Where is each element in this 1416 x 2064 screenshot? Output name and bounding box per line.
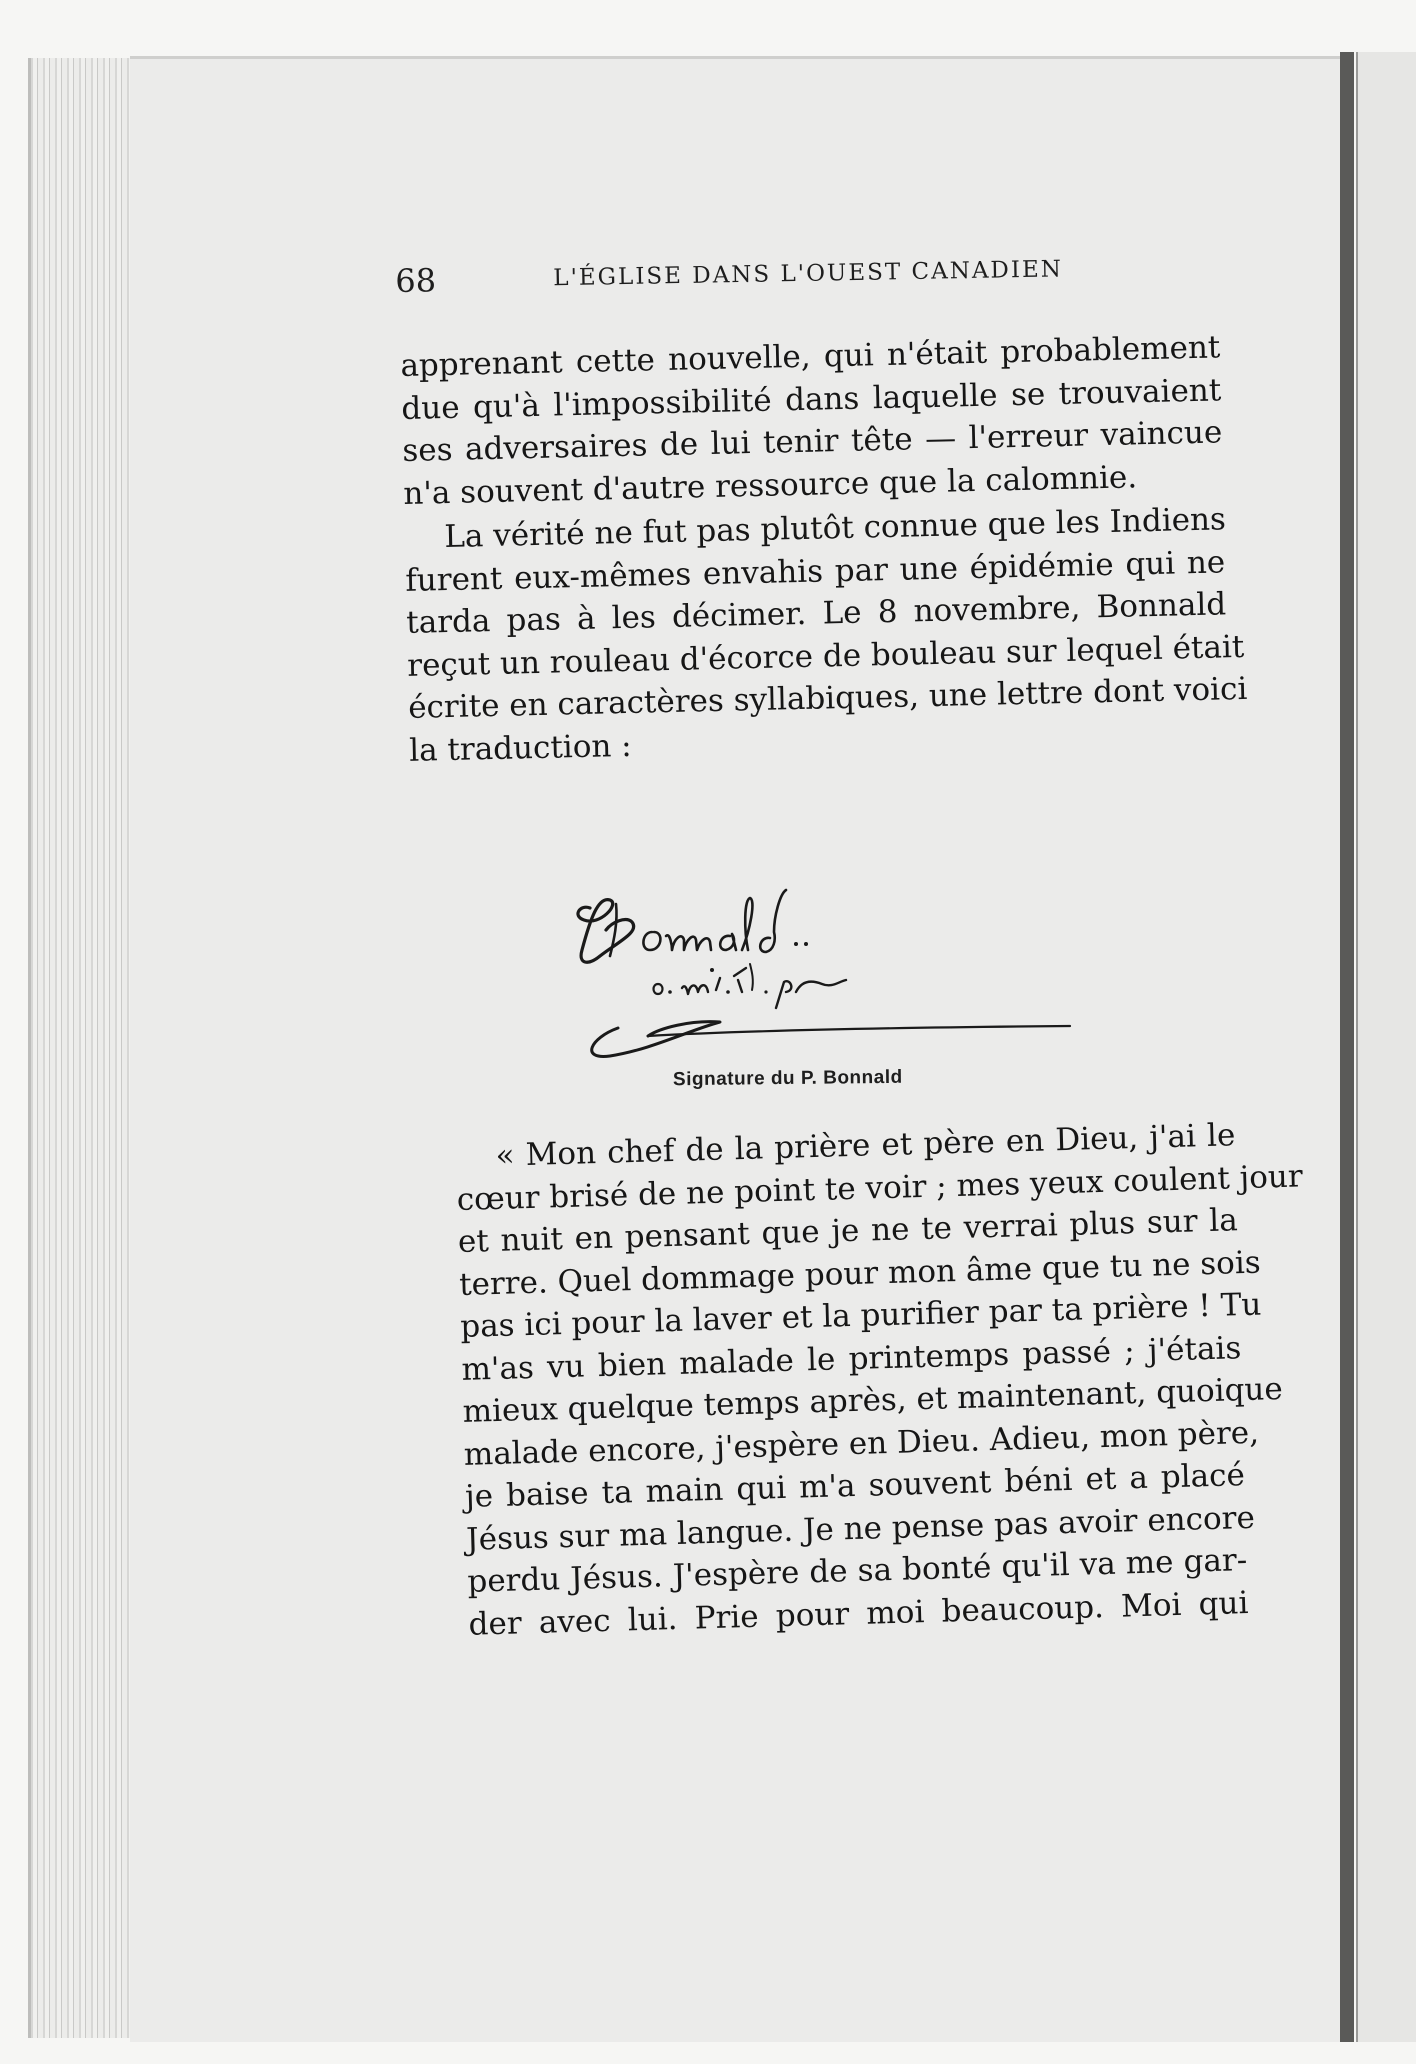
text-line: malade encore, j'espère en Dieu. Adieu, mon père, [463, 1414, 1260, 1473]
text-line: n'a souvent d'autre ressource que la calomnie. [402, 458, 1138, 512]
text-line: écrite en caractères syllabiques, une lettre dont voici [407, 670, 1248, 726]
text-line: der avec lui. Prie pour moi beaucoup. Moi qui [468, 1584, 1249, 1643]
paragraph-1 [400, 326, 1224, 515]
text-line: je baise ta main qui m'a souvent béni et a placé [464, 1457, 1246, 1515]
page-number: 68 [395, 261, 437, 300]
signature-caption: Signature du P. Bonnald [672, 1066, 903, 1091]
text-line: cœur brisé de ne point te voir ; mes yeux coulent jour [456, 1157, 1304, 1218]
book-page-edges [28, 58, 139, 2038]
text-line: reçut un rouleau d'écorce de bouleau sur lequel était [406, 628, 1245, 684]
text-line: et nuit en pensant que je ne te verrai plus sur la [457, 1202, 1239, 1260]
text-line: La vérité ne fut pas plutôt connue que les Indiens [443, 501, 1227, 556]
text-line: mieux quelque temps après, et maintenant, quoique [462, 1370, 1284, 1430]
text-line: due qu'à l'impossibilité dans laquelle se trouvaient [401, 371, 1222, 427]
body-text-bottom [455, 1114, 1304, 1646]
text-line: ses adversaires de lui tenir tête — l'erreur vaincue [401, 414, 1223, 469]
running-title: L'ÉGLISE DANS L'OUEST CANADIEN [553, 256, 1064, 292]
text-line: perdu Jésus. J'espère de sa bonté qu'il va me gar- [466, 1542, 1248, 1600]
paragraph-2 [404, 498, 1248, 772]
body-text-top [400, 326, 1248, 771]
text-line: « Mon chef de la prière et père en Dieu, j'ai le [495, 1117, 1236, 1174]
handwritten-signature [570, 860, 1090, 1060]
text-line: terre. Quel dommage pour mon âme que tu ne sois [458, 1244, 1262, 1303]
text-line: Jésus sur ma langue. Je ne pense pas avoir encore [465, 1499, 1256, 1558]
text-line: m'as vu bien malade le printemps passé ; j'étais [461, 1329, 1242, 1388]
text-line: pas ici pour la laver et la purifier par ta prière ! Tu [459, 1286, 1262, 1345]
facing-page-edge [1356, 52, 1416, 2042]
text-line: furent eux-mêmes envahis par une épidémie qui ne [404, 543, 1226, 599]
signature-drawing [570, 860, 1090, 1060]
text-line: la traduction : [408, 727, 633, 769]
book-gutter-shadow [1340, 52, 1354, 2042]
text-line: apprenant cette nouvelle, qui n'était probablement [400, 329, 1221, 384]
text-line: tarda pas à les décimer. Le 8 novembre, Bonnald [405, 586, 1227, 641]
paragraph-3 [455, 1114, 1304, 1646]
